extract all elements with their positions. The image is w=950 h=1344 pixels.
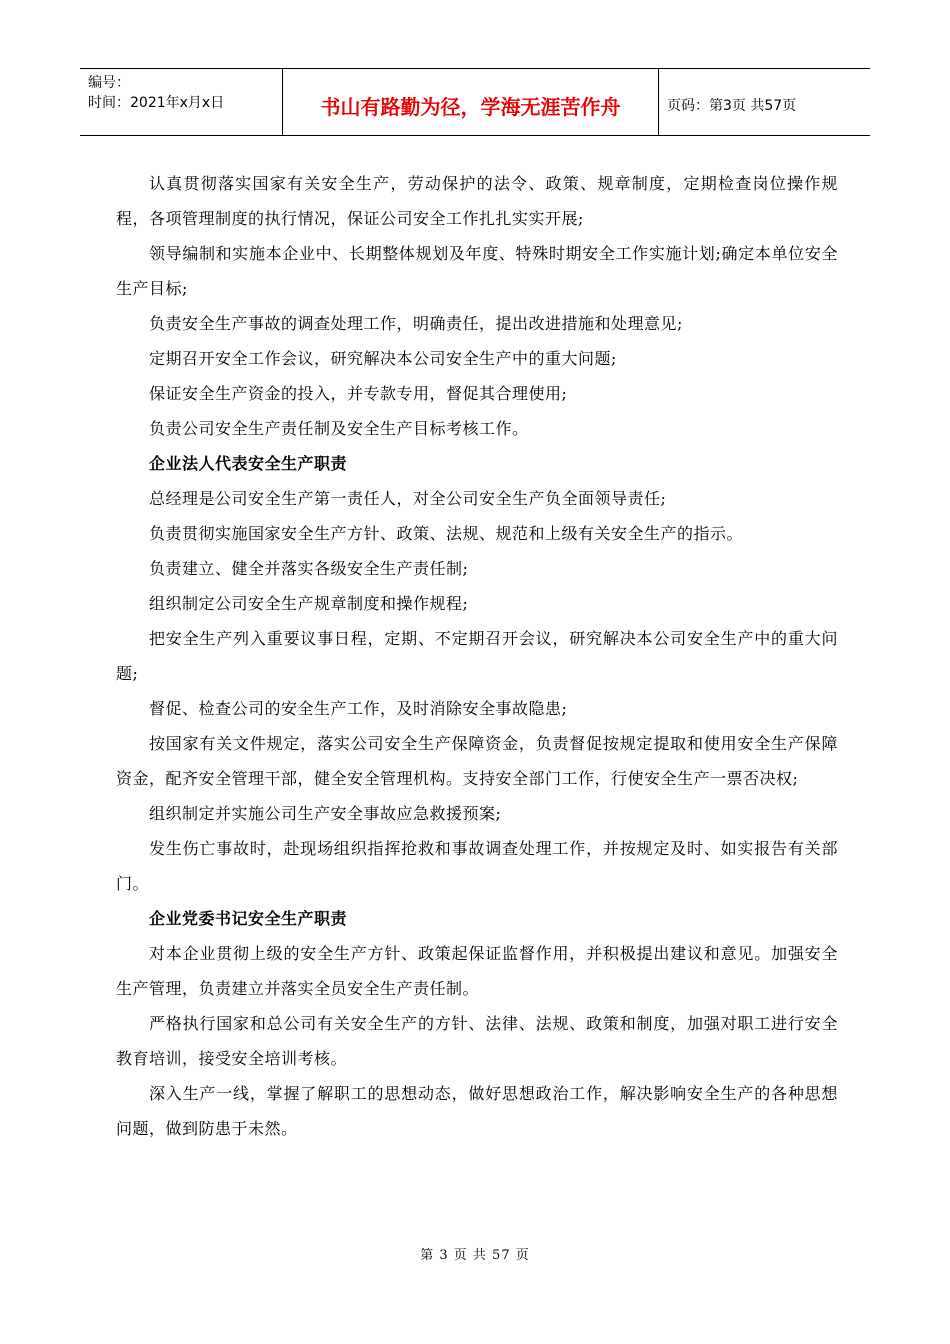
paragraph: 总经理是公司安全生产第一责任人，对全公司安全生产负全面领导责任;	[149, 489, 667, 508]
section-heading: 企业党委书记安全生产职责	[149, 909, 348, 928]
header-number-label: 编号：	[88, 75, 130, 91]
paragraph: 严格执行国家和总公司有关安全生产的方针、法律、法规、政策和制度，加强对职工进行安全教育培训，接受安全培训考核。	[116, 1014, 838, 1068]
paragraph: 负责公司安全生产责任制及安全生产目标考核工作。	[149, 419, 529, 438]
section-heading: 企业法人代表安全生产职责	[149, 454, 348, 473]
paragraph: 深入生产一线，掌握了解职工的思想动态，做好思想政治工作，解决影响安全生产的各种思想问题，做到防患于未然。	[116, 1084, 838, 1138]
paragraph: 督促、检查公司的安全生产工作，及时消除安全事故隐患;	[149, 699, 568, 718]
paragraph: 对本企业贯彻上级的安全生产方针、政策起保证监督作用，并积极提出建议和意见。加强安全生产管理，负责建立并落实全员安全生产责任制。	[116, 944, 838, 998]
paragraph: 发生伤亡事故时，赴现场组织指挥抢救和事故调查处理工作，并按规定及时、如实报告有关部门。	[116, 839, 838, 893]
paragraph: 组织制定公司安全生产规章制度和操作规程;	[149, 594, 469, 613]
header-page-info: 页码：第3页 共57页	[667, 98, 797, 114]
paragraph: 保证安全生产资金的投入，并专款专用，督促其合理使用;	[149, 384, 568, 403]
paragraph: 负责贯彻实施国家安全生产方针、政策、法规、规范和上级有关安全生产的指示。	[149, 524, 744, 543]
header-date-label: 时间：2021年x月x日	[88, 95, 225, 111]
page-header	[80, 68, 870, 136]
paragraph: 把安全生产列入重要议事日程，定期、不定期召开会议，研究解决本公司安全生产中的重大问题;	[116, 629, 838, 683]
paragraph: 负责建立、健全并落实各级安全生产责任制;	[149, 559, 469, 578]
header-motto: 书山有路勤为径，学海无涯苦作舟	[283, 69, 659, 135]
paragraph: 组织制定并实施公司生产安全事故应急救援预案;	[149, 804, 502, 823]
paragraph: 负责安全生产事故的调查处理工作，明确责任，提出改进措施和处理意见;	[149, 314, 683, 333]
header-meta	[80, 69, 283, 135]
page-footer: 第 3 页 共 57 页	[420, 1248, 530, 1263]
paragraph: 定期召开安全工作会议，研究解决本公司安全生产中的重大问题;	[149, 349, 617, 368]
document-body	[116, 166, 838, 1146]
paragraph: 领导编制和实施本企业中、长期整体规划及年度、特殊时期安全工作实施计划;确定本单位安全生产目标;	[116, 244, 838, 298]
paragraph: 按国家有关文件规定，落实公司安全生产保障资金，负责督促按规定提取和使用安全生产保障资金，配齐安全管理干部，健全安全管理机构。支持安全部门工作，行使安全生产一票否决权;	[116, 734, 838, 788]
paragraph: 认真贯彻落实国家有关安全生产，劳动保护的法令、政策、规章制度，定期检查岗位操作规程，各项管理制度的执行情况，保证公司安全工作扎扎实实开展;	[116, 174, 838, 228]
